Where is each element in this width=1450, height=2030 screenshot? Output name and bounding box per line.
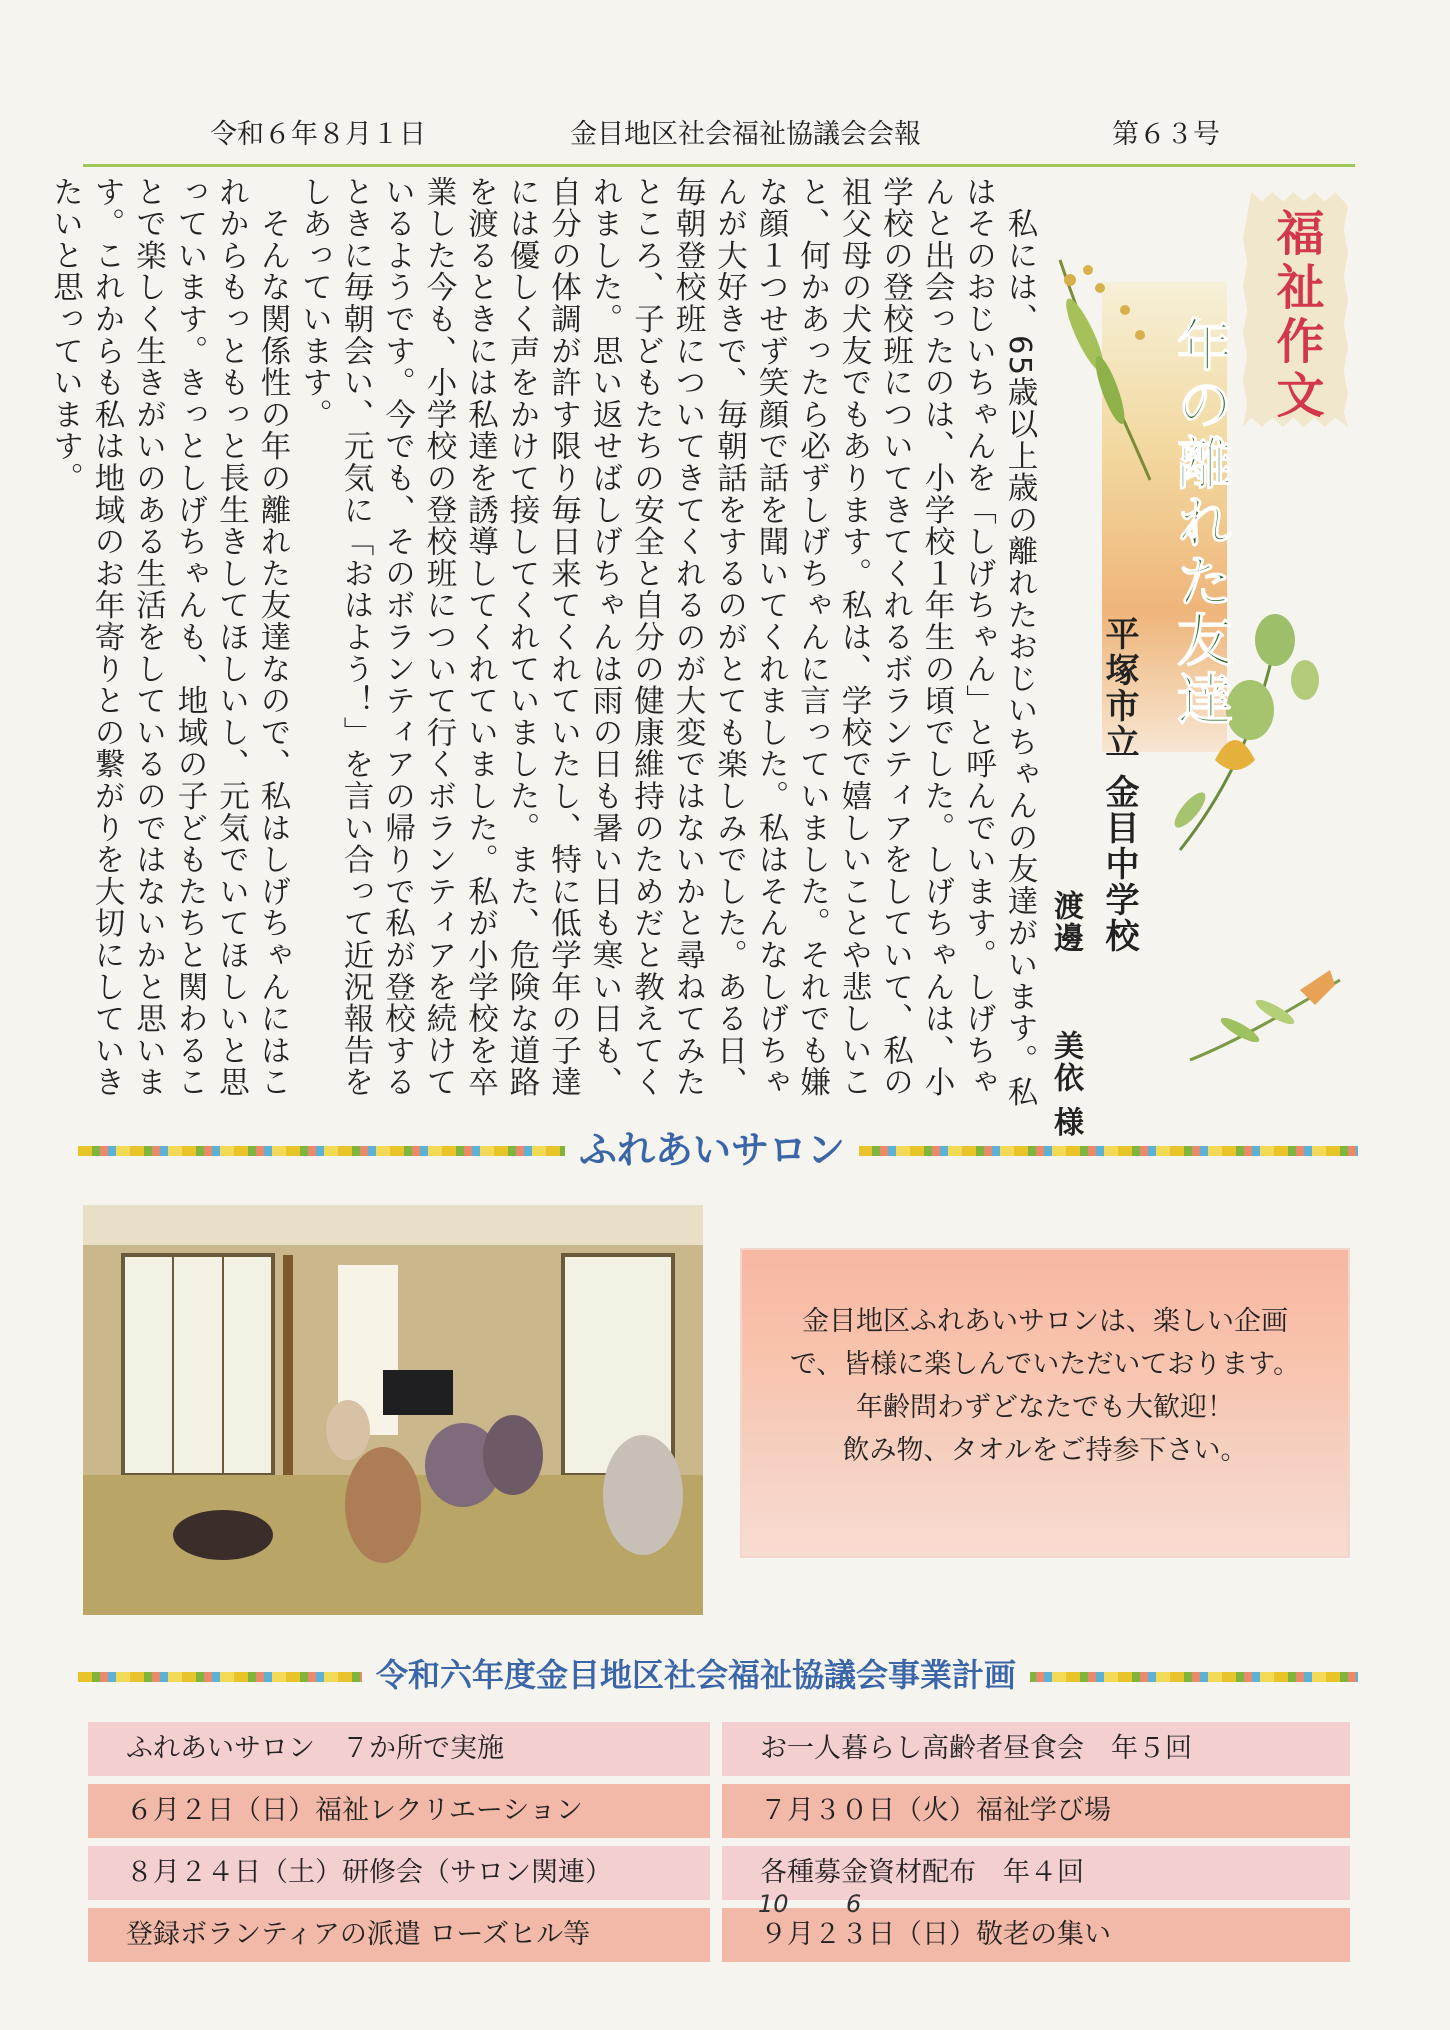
author-given-name: 美依 様 [1048, 1030, 1083, 1139]
salon-photo-illustration [83, 1205, 703, 1615]
salon-note-line: 飲み物、タオルをご持参下さい。 [842, 1435, 1248, 1466]
salon-photo [83, 1205, 703, 1615]
salon-note-line: で、皆様に楽しんでいただいております。 [789, 1349, 1301, 1380]
fern-leaf-icon [1180, 960, 1350, 1080]
plan-cell: ７月３０日（火）福祉学び場 [722, 1784, 1350, 1838]
handwritten-month: 10 [758, 1890, 789, 1918]
plan-heading: 令和六年度金目地区社会福祉協議会事業計画 [362, 1652, 1030, 1698]
salon-note-text [760, 1300, 1330, 1472]
header-divider [83, 164, 1355, 167]
plan-cell: ふれあいサロン ７か所で実施 [88, 1722, 710, 1776]
salon-note-line: 年齢問わずどなたでも大歓迎！ [856, 1392, 1234, 1423]
issue-date: 令和６年８月１日 [210, 119, 426, 150]
plan-cell: ９月２３日（日）敬老の集い [722, 1908, 1350, 1962]
leaf-branch-icon [1040, 240, 1170, 490]
salon-note-line: 金目地区ふれあいサロンは、楽しい企画 [802, 1306, 1288, 1337]
plan-cell: 各種募金資材配布 年４回 [722, 1846, 1350, 1900]
author-school: 平塚市立 金目中学校 [1099, 616, 1139, 954]
plan-cell: ８月２４日（土）研修会（サロン関連） [88, 1846, 710, 1900]
essay-title: 年の離れた友達 [1168, 316, 1233, 729]
issue-number: 第６３号 [1112, 119, 1220, 150]
plan-cell: 登録ボランティアの派遣 ローズヒル等 [88, 1908, 710, 1962]
essay-badge-label: 福祉作文 [1268, 208, 1324, 424]
essay-body: 私には、65歳以上歳の離れたおじいちゃんの友達がいます。私はそのおじいちゃんを「しげちゃん」と呼んでいます。しげちゃんと出会ったのは、小学校１年生の頃でした。しげちゃんは、小学校の登校班についてきてくれるボランティアをしていて、私の祖父母の犬友でもあります。私は、学校で嬉しいことや悲しいこと、何かあったら必ずしげちゃんに言っていました。それでも嫌な顔１つせず笑顔で話を聞いてくれました。私はそんなしげちゃんが大好きで、毎朝話をするのがとても楽しみでした。ある日、毎朝登校班についてきてくれるのが大変ではないかと尋ねてみたところ、子どもたちの安全と自分の健康維持のためだと教えてくれました。思い返せばしげちゃんは雨の日も暑い日も寒い日も、自分の体調が許す限り毎日来てくれていたし、特に低学年の子達には優しく声をかけて接してくれていました。また、危険な道路を渡るときには私達を誘導してくれていました。私が小学校を卒業した今も、小学校の登校班について行くボランティアを続けているようです。今でも、そのボランティアの帰りで私が登校するときに毎朝会い、元気に「おはよう！」を言い合って近況報告をしあっています。 そんな関係性の年の離れた友達なので、私はしげちゃんにはこれからもっともっと長生きしてほしいし、元気でいてほしいと思っています。きっとしげちゃんも、地域の子どもたちと関わることで楽しく生きがいのある生活をしているのではないかと思います。これからも私は地域のお年寄りとの繋がりを大切にしていきたいと思っています。 [47, 176, 1037, 1108]
publication-title: 金目地区社会福祉協議会会報 [570, 119, 921, 150]
author-family-name: 渡邊 [1048, 890, 1083, 954]
handwritten-day: 6 [846, 1890, 862, 1918]
plan-cell: ６月２日（日）福祉レクリエーション [88, 1784, 710, 1838]
plan-cell: お一人暮らし高齢者昼食会 年５回 [722, 1722, 1350, 1776]
salon-heading: ふれあいサロン [565, 1126, 859, 1174]
